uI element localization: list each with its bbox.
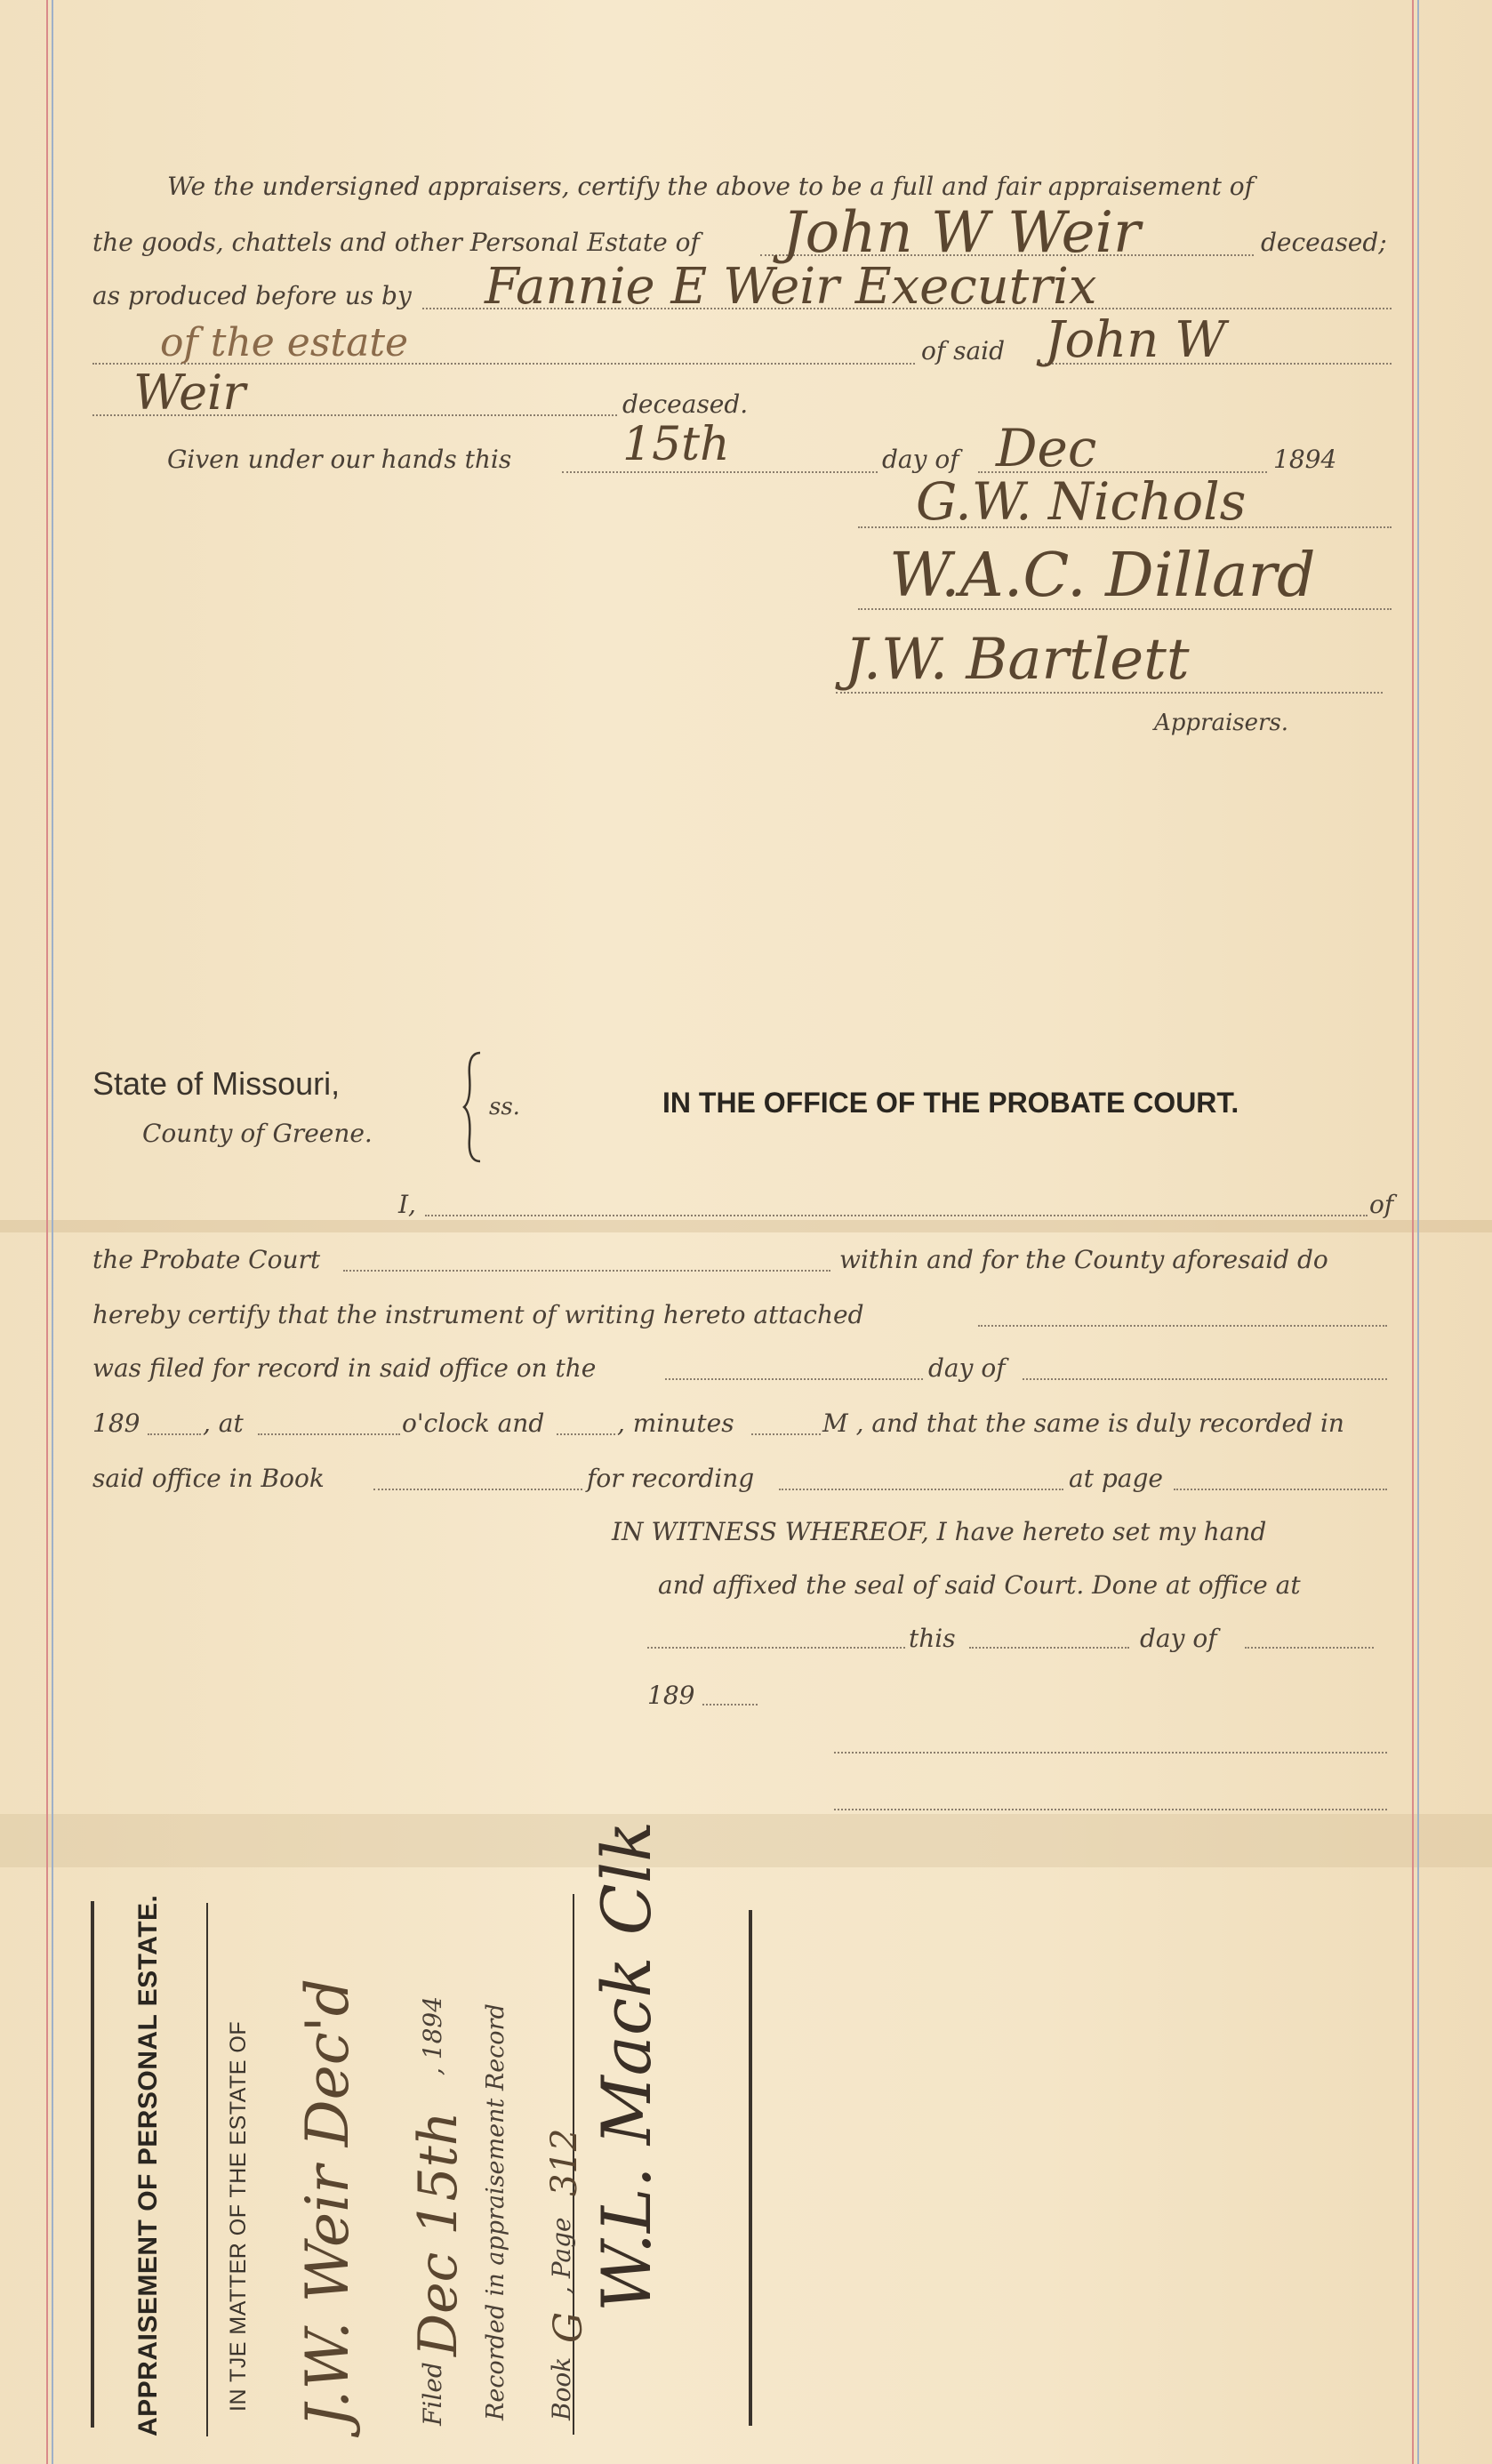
recorded-line: M , and that the same is duly recorded in bbox=[822, 1409, 1344, 1438]
hw-said-name: John W bbox=[1045, 311, 1226, 369]
blank-witness-month bbox=[1245, 1647, 1374, 1649]
hw-deceased-name: John W Weir bbox=[782, 200, 1141, 266]
hw-month: Dec bbox=[996, 418, 1097, 478]
blank-year-2 bbox=[702, 1704, 758, 1706]
blank-witness-day bbox=[969, 1647, 1129, 1649]
left-margin-rule-blue bbox=[52, 0, 53, 2464]
hw-signature-1: G.W. Nichols bbox=[916, 471, 1247, 532]
hw-signature-2: W.A.C. Dillard bbox=[889, 541, 1316, 611]
left-margin-rule bbox=[46, 0, 48, 2464]
appraisers-label: Appraisers. bbox=[1154, 710, 1289, 736]
blank-filed-day bbox=[665, 1378, 923, 1380]
blank-day bbox=[562, 471, 878, 473]
blank-page bbox=[1174, 1489, 1387, 1490]
year-prefix-2: 189 bbox=[647, 1681, 695, 1710]
cert-line-4b: of said bbox=[921, 336, 1006, 365]
blank-minute bbox=[557, 1433, 615, 1435]
hw-signature-3: J.W. Bartlett bbox=[845, 627, 1190, 693]
hw-docket-clerk: W.L. Mack Clk bbox=[587, 1820, 666, 2312]
court-line-a: the Probate Court bbox=[92, 1245, 321, 1274]
certify-line: hereby certify that the instrument of writing hereto attached bbox=[92, 1300, 864, 1329]
oclock-label: o'clock and bbox=[402, 1409, 545, 1438]
cert-line-5b: deceased. bbox=[622, 389, 749, 419]
book-line-c: at page bbox=[1069, 1464, 1163, 1493]
at-label: , at bbox=[203, 1409, 244, 1438]
blank-office bbox=[647, 1647, 905, 1649]
cert-line-2b: deceased; bbox=[1261, 228, 1387, 257]
ss-label: ss. bbox=[489, 1094, 520, 1120]
fold-line-lower bbox=[0, 1814, 1492, 1867]
hw-day: 15th bbox=[622, 418, 730, 471]
cert-line-6b: day of bbox=[882, 445, 959, 474]
day-of-label: day of bbox=[1140, 1624, 1217, 1653]
filed-line-a: was filed for record in said office on the bbox=[92, 1353, 597, 1383]
of-label: of bbox=[1369, 1190, 1394, 1219]
blank-court bbox=[343, 1270, 830, 1272]
docket-matter: IN TJE MATTER OF THE ESTATE OF bbox=[226, 2020, 251, 2412]
hw-docket-page: 312 bbox=[544, 2128, 585, 2196]
court-line-b: within and for the County aforesaid do bbox=[839, 1245, 1328, 1274]
i-label: I, bbox=[398, 1190, 416, 1219]
right-margin-rule bbox=[1412, 0, 1414, 2464]
blank-book bbox=[373, 1489, 582, 1490]
cert-line-1: We the undersigned appraisers, certify the above to be a full and fair appraisement of bbox=[167, 172, 1254, 201]
year-prefix-1: 189 bbox=[92, 1409, 140, 1438]
docket-filed-year: , 1894 bbox=[418, 1995, 447, 2075]
blank-ampm bbox=[751, 1433, 821, 1435]
docket-divider-1 bbox=[206, 1903, 208, 2436]
state-label: State of Missouri, bbox=[92, 1065, 341, 1102]
book-line-a: said office in Book bbox=[92, 1464, 325, 1493]
blank-filed-month bbox=[1023, 1378, 1387, 1380]
blank-year-1 bbox=[148, 1433, 201, 1435]
book-line-b: for recording bbox=[587, 1464, 755, 1493]
right-margin-rule-blue bbox=[1417, 0, 1419, 2464]
hw-estate: of the estate bbox=[160, 320, 409, 365]
blank-judge-signature bbox=[834, 1752, 1387, 1754]
cert-line-2a: the goods, chattels and other Personal Estate of bbox=[92, 228, 700, 257]
cert-line-6a: Given under our hands this bbox=[167, 445, 512, 474]
blank-recording bbox=[779, 1489, 1063, 1490]
blank-hour bbox=[258, 1433, 400, 1435]
hw-docket-name: J.W. Weir Dec'd bbox=[293, 1978, 362, 2428]
hw-weir: Weir bbox=[133, 365, 246, 421]
cert-line-3a: as produced before us by bbox=[92, 281, 412, 310]
hw-docket-filed: Dec 15th bbox=[407, 2111, 469, 2356]
hw-docket-book: G bbox=[546, 2311, 591, 2343]
witness-line-1: IN WITNESS WHEREOF, I have hereto set my hand bbox=[612, 1517, 1267, 1546]
county-label: County of Greene. bbox=[142, 1119, 373, 1148]
docket-title: APPRAISEMENT OF PERSONAL ESTATE. bbox=[133, 1894, 163, 2436]
blank-judge-title bbox=[834, 1809, 1387, 1810]
this-label: this bbox=[909, 1624, 956, 1653]
minutes-label: , minutes bbox=[617, 1409, 734, 1438]
docket-filed-label: Filed bbox=[418, 2362, 447, 2426]
cert-year: 1894 bbox=[1273, 445, 1337, 474]
blank-instrument bbox=[978, 1325, 1387, 1327]
probate-heading: IN THE OFFICE OF THE PROBATE COURT. bbox=[662, 1087, 1239, 1119]
filed-line-b: day of bbox=[928, 1353, 1006, 1383]
docket-border-right bbox=[749, 1910, 752, 2426]
blank-clerk-name bbox=[425, 1215, 1368, 1216]
fold-line-upper bbox=[0, 1220, 1492, 1232]
docket-border-left bbox=[91, 1901, 94, 2428]
witness-line-2: and affixed the seal of said Court. Done at office at bbox=[658, 1570, 1301, 1600]
docket-page-label: , Page bbox=[547, 2217, 576, 2294]
brace-icon bbox=[462, 1049, 489, 1165]
docket-book-label: Book bbox=[547, 2356, 576, 2420]
hw-producer: Fannie E Weir Executrix bbox=[485, 258, 1097, 316]
docket-recorded: Recorded in appraisement Record bbox=[482, 2003, 509, 2420]
